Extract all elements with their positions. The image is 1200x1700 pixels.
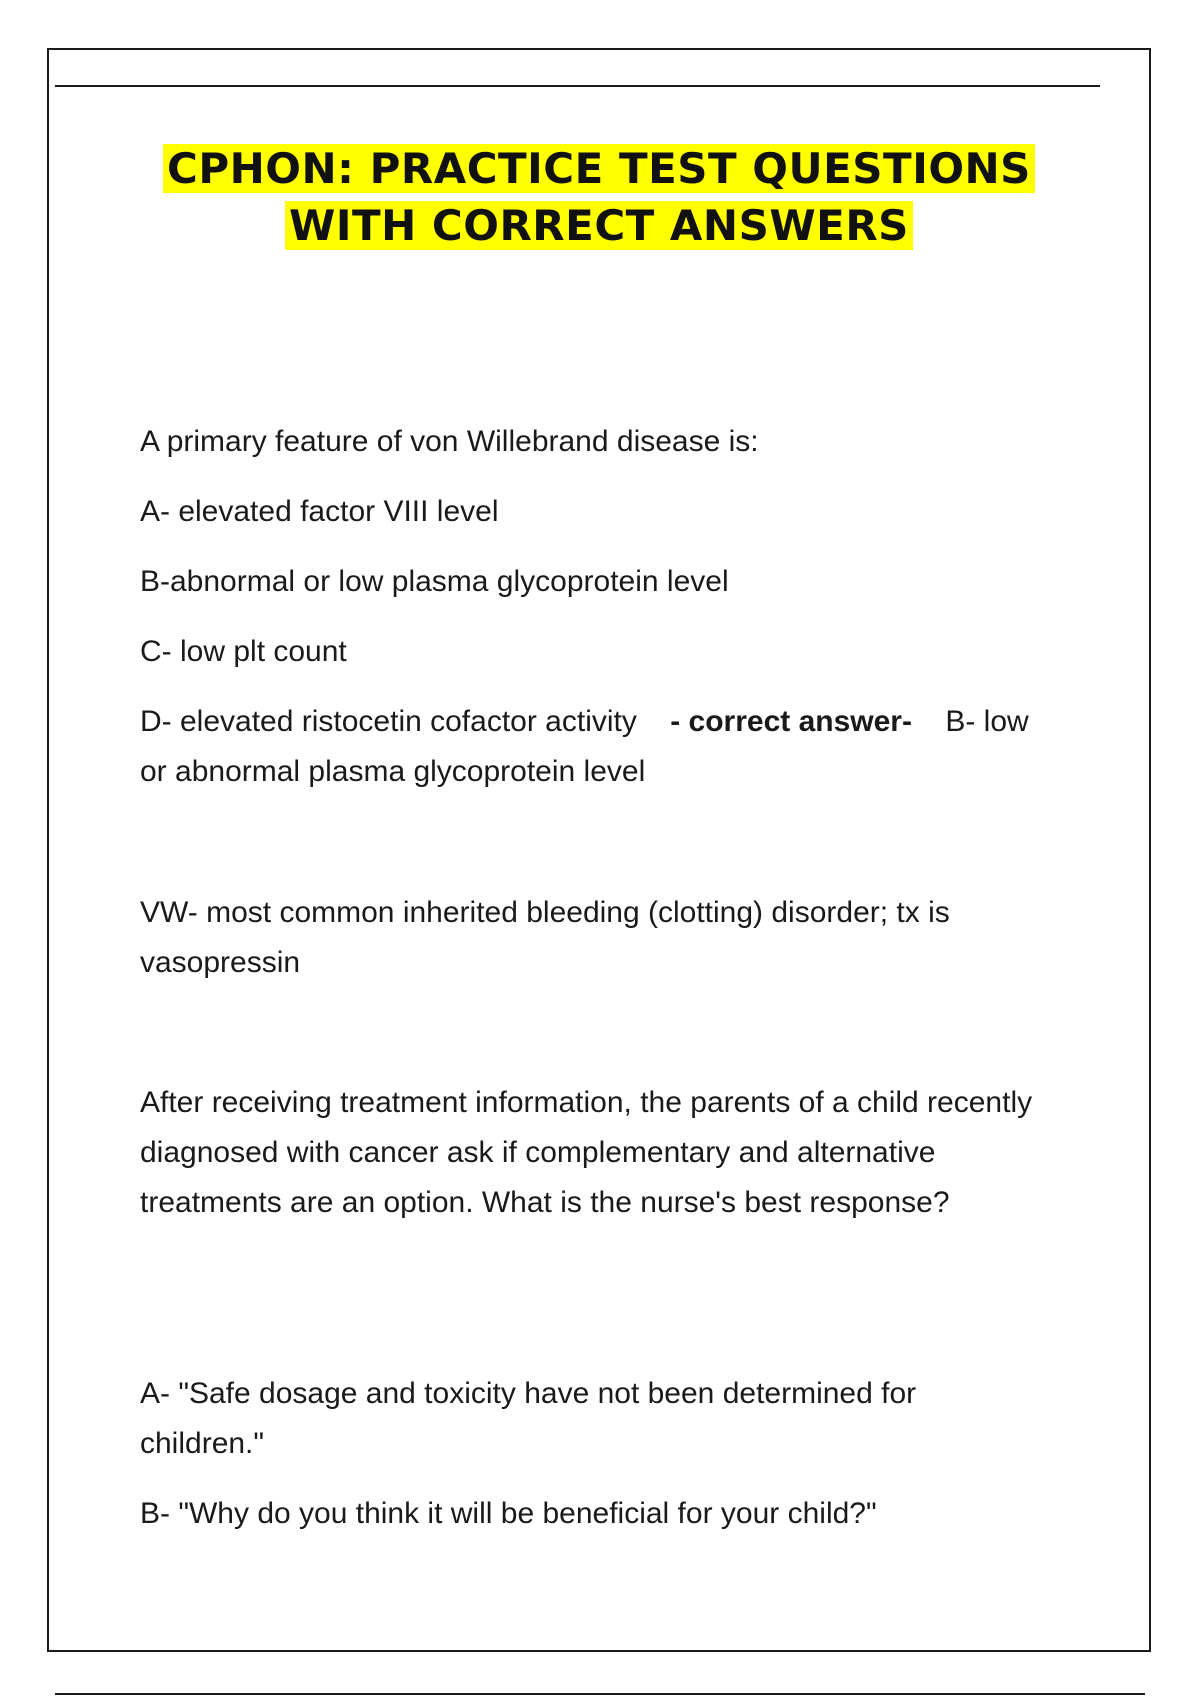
question-1-option-a: A- elevated factor VIII level (140, 495, 499, 528)
document-title (47, 140, 1151, 254)
header-rule (55, 85, 1100, 87)
question-1-option-d-and-answer (140, 697, 1040, 797)
question-1-option-b: B-abnormal or low plasma glycoprotein level (140, 565, 729, 598)
question-2 (140, 1078, 1040, 1228)
question-1-option-d: D- elevated ristocetin cofactor activity (140, 705, 637, 738)
note-1-text: VW- most common inherited bleeding (clotting) disorder; tx is vasopressin (140, 896, 950, 979)
question-2-option-a: A- "Safe dosage and toxicity have not been determined for children." (140, 1377, 917, 1460)
title-line-1: CPHON: PRACTICE TEST QUESTIONS (163, 144, 1035, 193)
note-von-willebrand (140, 888, 1040, 988)
question-2-options (140, 1369, 1040, 1539)
title-line-2: WITH CORRECT ANSWERS (285, 201, 913, 250)
question-1-answer: B- low or abnormal plasma glycoprotein level (140, 705, 1029, 788)
question-1-option-c: C- low plt count (140, 635, 347, 668)
question-2-option-b: B- "Why do you think it will be beneficial for your child?" (140, 1497, 877, 1530)
question-2-stem: After receiving treatment information, the parents of a child recently diagnosed with cancer ask if complementary and alternative treatments are an option. What is the nurse's best response? (140, 1086, 1033, 1219)
question-1 (140, 417, 1040, 797)
correct-answer-label: - correct answer- (670, 705, 912, 738)
footer-rule (55, 1693, 1145, 1695)
question-1-stem: A primary feature of von Willebrand disease is: (140, 425, 759, 458)
